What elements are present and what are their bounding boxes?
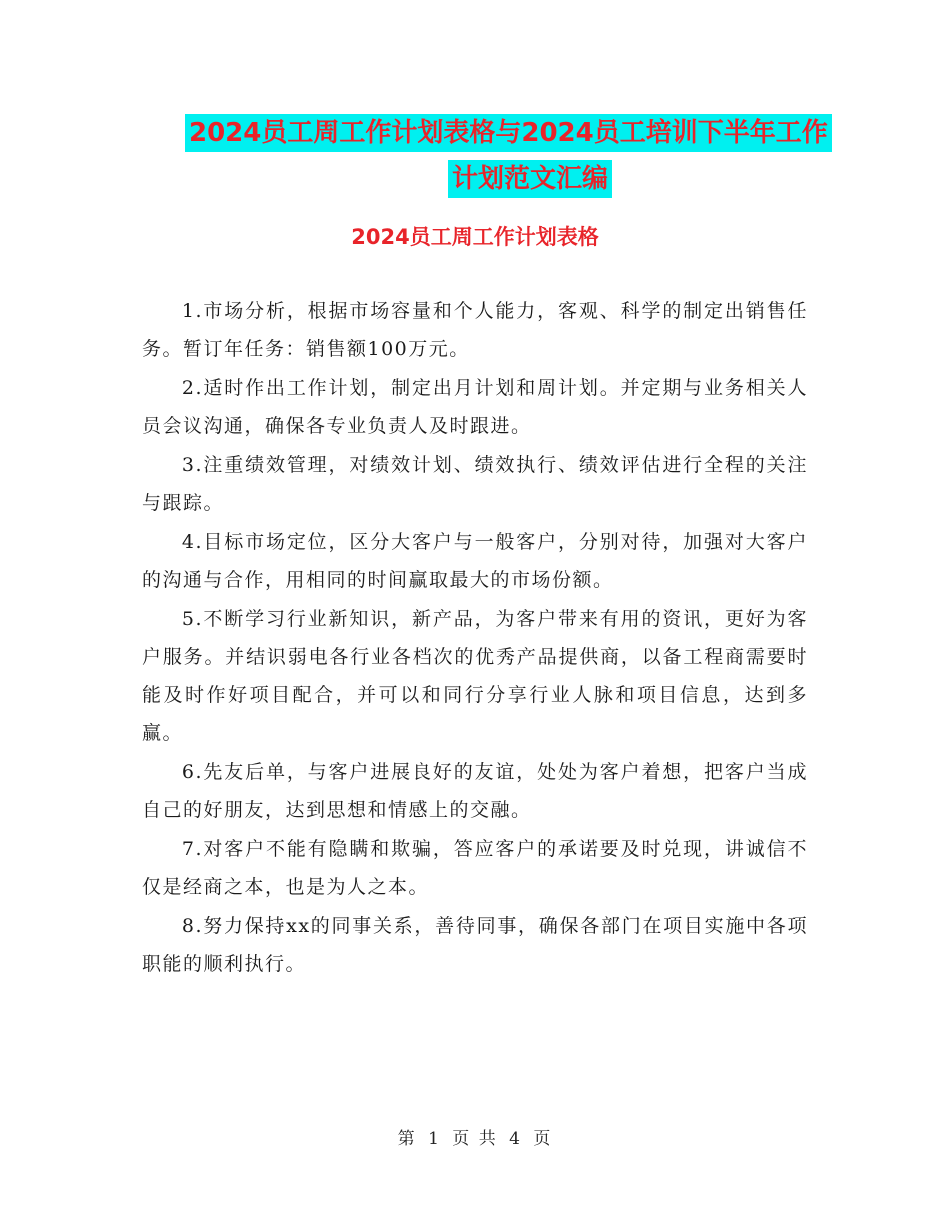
paragraph-8: 8.努力保持xx的同事关系，善待同事，确保各部门在项目实施中各项职能的顺利执行。 xyxy=(142,915,808,975)
body-text xyxy=(142,292,808,984)
footer-page-number: 1 xyxy=(428,1129,441,1149)
paragraph-3: 3.注重绩效管理，对绩效计划、绩效执行、绩效评估进行全程的关注与跟踪。 xyxy=(142,454,808,514)
footer-middle: 页 共 xyxy=(452,1129,498,1149)
paragraph-6: 6.先友后单，与客户进展良好的友谊，处处为客户着想，把客户当成自己的好朋友，达到思想和情感上的交融。 xyxy=(142,761,808,821)
footer-total-pages: 4 xyxy=(509,1129,522,1149)
title-line-2: 计划范文汇编 xyxy=(448,160,612,198)
page-footer xyxy=(0,1124,950,1149)
paragraph-7: 7.对客户不能有隐瞒和欺骗，答应客户的承诺要及时兑现，讲诚信不仅是经商之本，也是为人之本。 xyxy=(142,838,808,898)
footer-suffix: 页 xyxy=(533,1129,553,1149)
section-heading: 2024员工周工作计划表格 xyxy=(351,225,599,249)
paragraph-5: 5.不断学习行业新知识，新产品，为客户带来有用的资讯，更好为客户服务。并结识弱电各行业各档次的优秀产品提供商，以备工程商需要时能及时作好项目配合，并可以和同行分享行业人脉和项目信息，达到多赢。 xyxy=(142,608,808,744)
paragraph-1: 1.市场分析，根据市场容量和个人能力，客观、科学的制定出销售任务。暂订年任务：销售额100万元。 xyxy=(142,300,808,360)
paragraph-4: 4.目标市场定位，区分大客户与一般客户，分别对待，加强对大客户的沟通与合作，用相同的时间赢取最大的市场份额。 xyxy=(142,531,808,591)
footer-prefix: 第 xyxy=(397,1129,417,1149)
paragraph-2: 2.适时作出工作计划，制定出月计划和周计划。并定期与业务相关人员会议沟通，确保各专业负责人及时跟进。 xyxy=(142,377,808,437)
title-line-1: 2024员工周工作计划表格与2024员工培训下半年工作 xyxy=(185,114,832,152)
